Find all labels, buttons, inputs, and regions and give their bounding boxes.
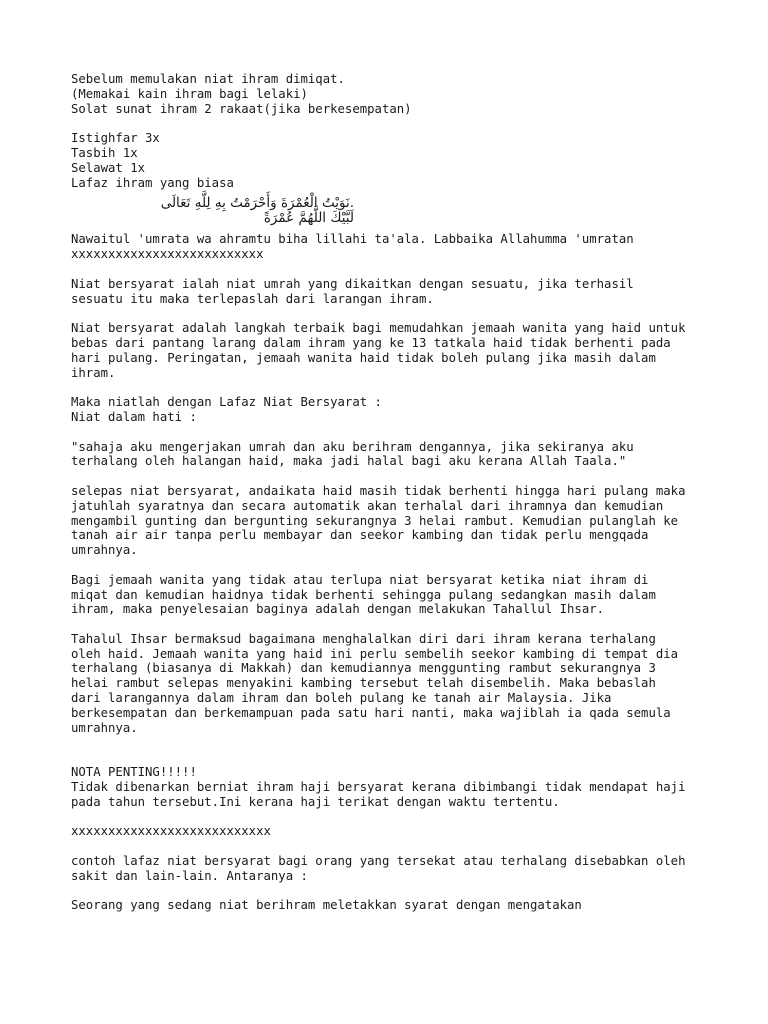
last-line: Seorang yang sedang niat berihram meletakkan syarat dengan mengatakan xyxy=(71,898,582,913)
paragraph-line: umrahnya. xyxy=(71,720,138,735)
separator-line: xxxxxxxxxxxxxxxxxxxxxxxxxx xyxy=(71,247,264,262)
lafaz-heading xyxy=(71,395,711,425)
intro-line: Solat sunat ihram 2 rakaat(jika berkesempatan) xyxy=(71,101,412,116)
blank-line xyxy=(71,883,711,898)
blank-line xyxy=(71,306,711,321)
transliteration-line: Nawaitul 'umrata wa ahramtu biha lillahi ta'ala. Labbaika Allahumma 'umratan xyxy=(71,232,634,247)
paragraph-line: oleh haid. Jemaah wanita yang haid ini perlu sembelih seekor kambing di tempat dia xyxy=(71,646,679,661)
nota-line: pada tahun tersebut.Ini kerana haji terikat dengan waktu tertentu. xyxy=(71,794,560,809)
paragraph-line: mengambil gunting dan bergunting sekurangnya 3 helai rambut. Kemudian pulanglah ke xyxy=(71,513,679,528)
nota-title: NOTA PENTING!!!!! xyxy=(71,765,197,780)
blank-line xyxy=(71,262,711,277)
blank-line xyxy=(71,735,711,750)
paragraph-line: terhalang (biasanya di Makkah) dan kemudiannya menggunting rambut sekurangnya 3 xyxy=(71,661,656,676)
paragraph-line: bebas dari pantang larang dalam ihram yang ke 13 tatkala haid tidak berhenti pada xyxy=(71,335,671,350)
blank-line xyxy=(71,558,711,573)
paragraph-line: sesuatu itu maka terlepaslah dari larangan ihram. xyxy=(71,291,434,306)
paragraph-line: selepas niat bersyarat, andaikata haid masih tidak berhenti hingga hari pulang maka xyxy=(71,483,686,498)
dhikr-item: Lafaz ihram yang biasa xyxy=(71,175,234,190)
paragraph-line: jatuhlah syaratnya dan secara automatik akan terhalal dari ihramnya dan kemudian xyxy=(71,498,664,513)
paragraph-line: ihram, maka penyelesaian baginya adalah dengan melakukan Tahallul Ihsar. xyxy=(71,602,605,617)
dhikr-list xyxy=(71,131,711,190)
niat-quote xyxy=(71,440,711,470)
paragraph-line: sakit dan lain-lain. Antaranya : xyxy=(71,868,308,883)
arabic-line: لَبَّيْكَ اللَّهُمَّ عُمْرَةً xyxy=(263,210,354,227)
dhikr-item: Istighfar 3x xyxy=(71,131,160,146)
document-body xyxy=(71,72,711,913)
intro-line: (Memakai kain ihram bagi lelaki) xyxy=(71,86,308,101)
paragraph-line: tanah air air tanpa perlu membayar dan seekor kambing dan tidak perlu mengqada xyxy=(71,528,649,543)
blank-line xyxy=(71,116,711,131)
paragraph-line: dari larangannya dalam ihram dan boleh pulang ke tanah air Malaysia. Jika xyxy=(71,691,612,706)
heading-line: Niat dalam hati : xyxy=(71,409,197,424)
transliteration-block xyxy=(71,232,711,262)
blank-line xyxy=(71,809,711,824)
dhikr-item: Selawat 1x xyxy=(71,160,146,175)
paragraph-line: Bagi jemaah wanita yang tidak atau terlupa niat bersyarat ketika niat ihram di xyxy=(71,572,649,587)
blank-line xyxy=(71,750,711,765)
paragraph-line: berkesempatan dan berkemampuan pada satu hari nanti, maka wajiblah ia qada semula xyxy=(71,705,671,720)
intro-block xyxy=(71,72,711,116)
dhikr-item: Tasbih 1x xyxy=(71,145,138,160)
arabic-line: .نَوَيْتُ الْعُمْرَةَ وَأَحْرَمْتُ بِهِ لِلَّهِ تَعَالَى xyxy=(160,195,354,212)
nota-line: Tidak dibenarkan berniat ihram haji bersyarat kerana dibimbangi tidak mendapat haji xyxy=(71,779,686,794)
heading-line: Maka niatlah dengan Lafaz Niat Bersyarat : xyxy=(71,395,382,410)
paragraph-line: hari pulang. Peringatan, jemaah wanita haid tidak boleh pulang jika masih dalam xyxy=(71,350,656,365)
paragraph-bagi xyxy=(71,573,711,617)
arabic-niat xyxy=(84,196,354,226)
paragraph-contoh xyxy=(71,854,711,884)
paragraph-langkah xyxy=(71,321,711,380)
nota-penting xyxy=(71,765,711,809)
paragraph-line: helai rambut selepas menyakini kambing tersebut telah disembelih. Maka bebaslah xyxy=(71,676,656,691)
paragraph-line: Tahalul Ihsar bermaksud bagaimana menghalalkan diri dari ihram kerana terhalang xyxy=(71,631,656,646)
separator-line: xxxxxxxxxxxxxxxxxxxxxxxxxxx xyxy=(71,824,271,839)
paragraph-line: contoh lafaz niat bersyarat bagi orang yang tersekat atau terhalang disebabkan oleh xyxy=(71,853,686,868)
blank-line xyxy=(71,617,711,632)
paragraph-line: Niat bersyarat ialah niat umrah yang dikaitkan dengan sesuatu, jika terhasil xyxy=(71,276,634,291)
quote-line: "sahaja aku mengerjakan umrah dan aku berihram dengannya, jika sekiranya aku xyxy=(71,439,634,454)
paragraph-niat-bersyarat xyxy=(71,277,711,307)
quote-line: terhalang oleh halangan haid, maka jadi halal bagi aku kerana Allah Taala." xyxy=(71,454,627,469)
blank-line xyxy=(71,425,711,440)
paragraph-selepas xyxy=(71,484,711,558)
paragraph-line: miqat dan kemudian haidnya tidak berhenti sehingga pulang sedangkan masih dalam xyxy=(71,587,656,602)
paragraph-tahalul xyxy=(71,632,711,736)
blank-line xyxy=(71,839,711,854)
paragraph-line: Niat bersyarat adalah langkah terbaik bagi memudahkan jemaah wanita yang haid untuk xyxy=(71,321,686,336)
intro-line: Sebelum memulakan niat ihram dimiqat. xyxy=(71,72,345,86)
blank-line xyxy=(71,469,711,484)
paragraph-line: umrahnya. xyxy=(71,543,138,558)
paragraph-line: ihram. xyxy=(71,365,116,380)
blank-line xyxy=(71,380,711,395)
